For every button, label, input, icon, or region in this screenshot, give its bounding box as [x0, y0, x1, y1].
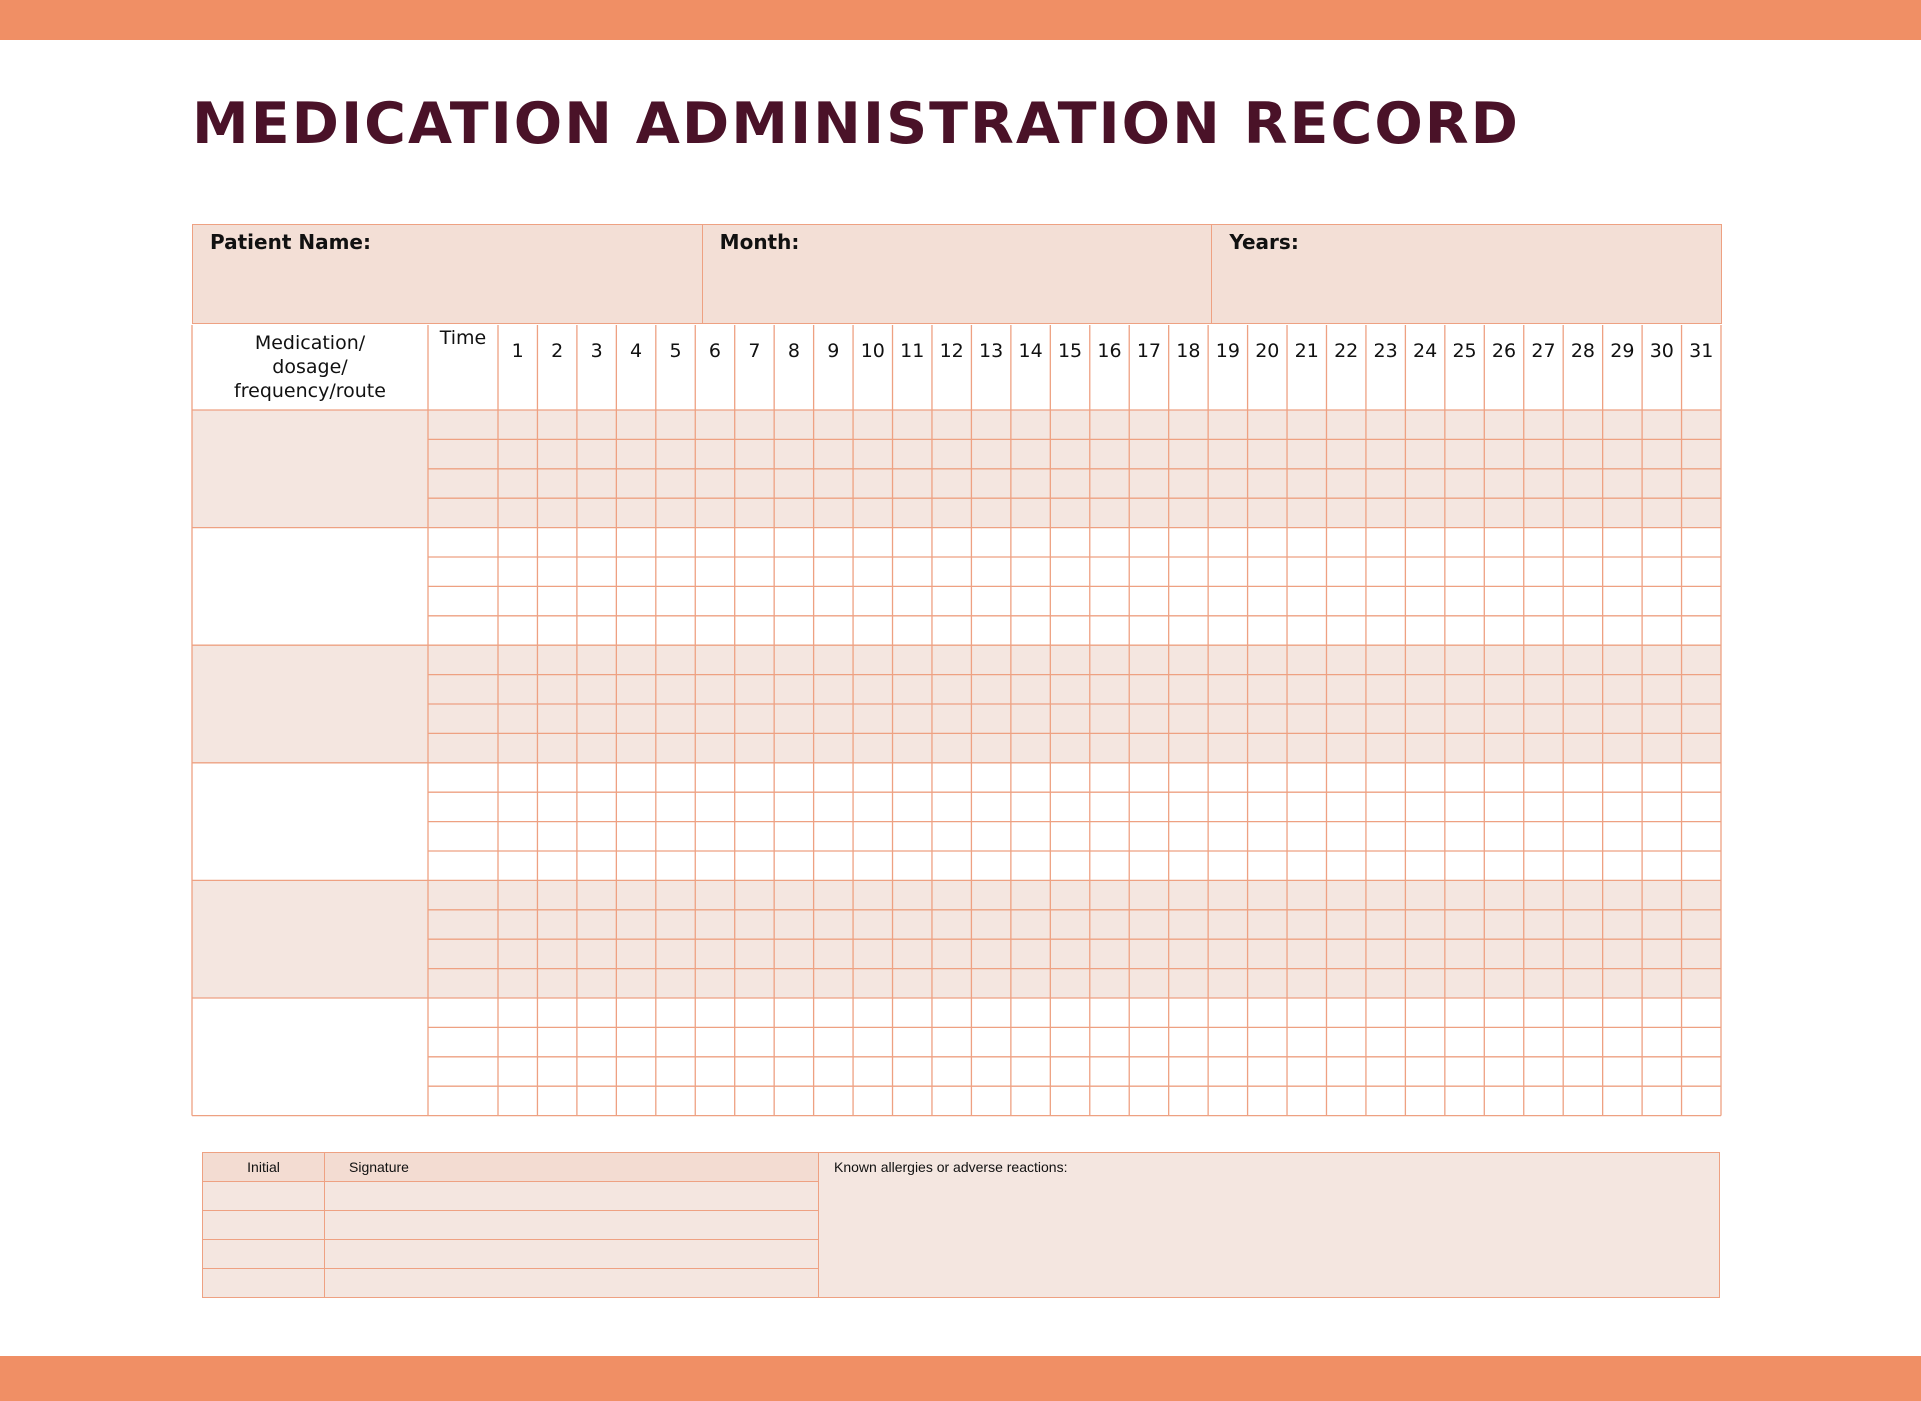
signature-allergy-section — [202, 1152, 1720, 1298]
day-header-12: 12 — [939, 340, 964, 362]
signature-row[interactable] — [203, 1240, 818, 1269]
day-header-11: 11 — [900, 340, 925, 362]
month-label: Month: — [719, 230, 800, 254]
day-header-22: 22 — [1334, 340, 1359, 362]
medication-header-line-3: frequency/route — [234, 380, 386, 402]
signature-header-row — [203, 1153, 818, 1182]
signature-row[interactable] — [203, 1182, 818, 1211]
signature-row[interactable] — [203, 1269, 818, 1298]
day-header-21: 21 — [1294, 340, 1319, 362]
signature-row[interactable] — [203, 1211, 818, 1240]
medication-column-header — [192, 325, 428, 409]
day-header-15: 15 — [1057, 340, 1083, 362]
day-header-7: 7 — [748, 340, 761, 362]
day-header-25: 25 — [1452, 340, 1477, 362]
initial-cell[interactable] — [203, 1240, 325, 1268]
day-header-6: 6 — [708, 340, 722, 362]
signature-table — [203, 1153, 818, 1297]
initial-cell[interactable] — [203, 1211, 325, 1239]
allergies-label: Known allergies or adverse reactions: — [834, 1159, 1068, 1175]
day-header-13: 13 — [979, 340, 1004, 362]
initial-cell[interactable] — [203, 1269, 325, 1298]
day-header-23: 23 — [1373, 340, 1398, 362]
day-header-14: 14 — [1018, 340, 1043, 362]
day-header-4: 4 — [630, 340, 643, 362]
signature-header: Signature — [349, 1159, 409, 1175]
day-header-10: 10 — [860, 340, 885, 362]
day-header-19: 19 — [1215, 340, 1240, 362]
years-label: Years: — [1229, 230, 1299, 254]
day-header-18: 18 — [1176, 340, 1201, 362]
day-header-27: 27 — [1531, 340, 1556, 362]
initial-cell[interactable] — [203, 1182, 325, 1210]
initial-header: Initial — [247, 1159, 280, 1175]
day-header-20: 20 — [1255, 340, 1280, 362]
day-header-26: 26 — [1491, 340, 1517, 362]
page-title: MEDICATION ADMINISTRATION RECORD — [192, 91, 1520, 157]
medication-header-line-1: Medication/ — [254, 332, 366, 354]
day-header-1: 1 — [511, 340, 524, 362]
day-header-29: 29 — [1610, 340, 1635, 362]
day-header-3: 3 — [590, 340, 603, 362]
day-header-16: 16 — [1097, 340, 1122, 362]
section-divider — [818, 1153, 819, 1297]
day-header-24: 24 — [1413, 340, 1438, 362]
time-column-header: Time — [439, 327, 487, 349]
day-header-9: 9 — [827, 340, 840, 362]
day-header-5: 5 — [669, 340, 682, 362]
day-header-28: 28 — [1570, 340, 1595, 362]
day-header-8: 8 — [787, 340, 800, 362]
patient-name-label: Patient Name: — [210, 230, 371, 254]
bottom-color-band — [0, 1356, 1921, 1401]
day-header-30: 30 — [1649, 340, 1674, 362]
day-header-17: 17 — [1136, 340, 1162, 362]
day-header-31: 31 — [1689, 340, 1714, 362]
medication-header-line-2: dosage/ — [272, 356, 348, 378]
day-header-2: 2 — [551, 340, 564, 362]
